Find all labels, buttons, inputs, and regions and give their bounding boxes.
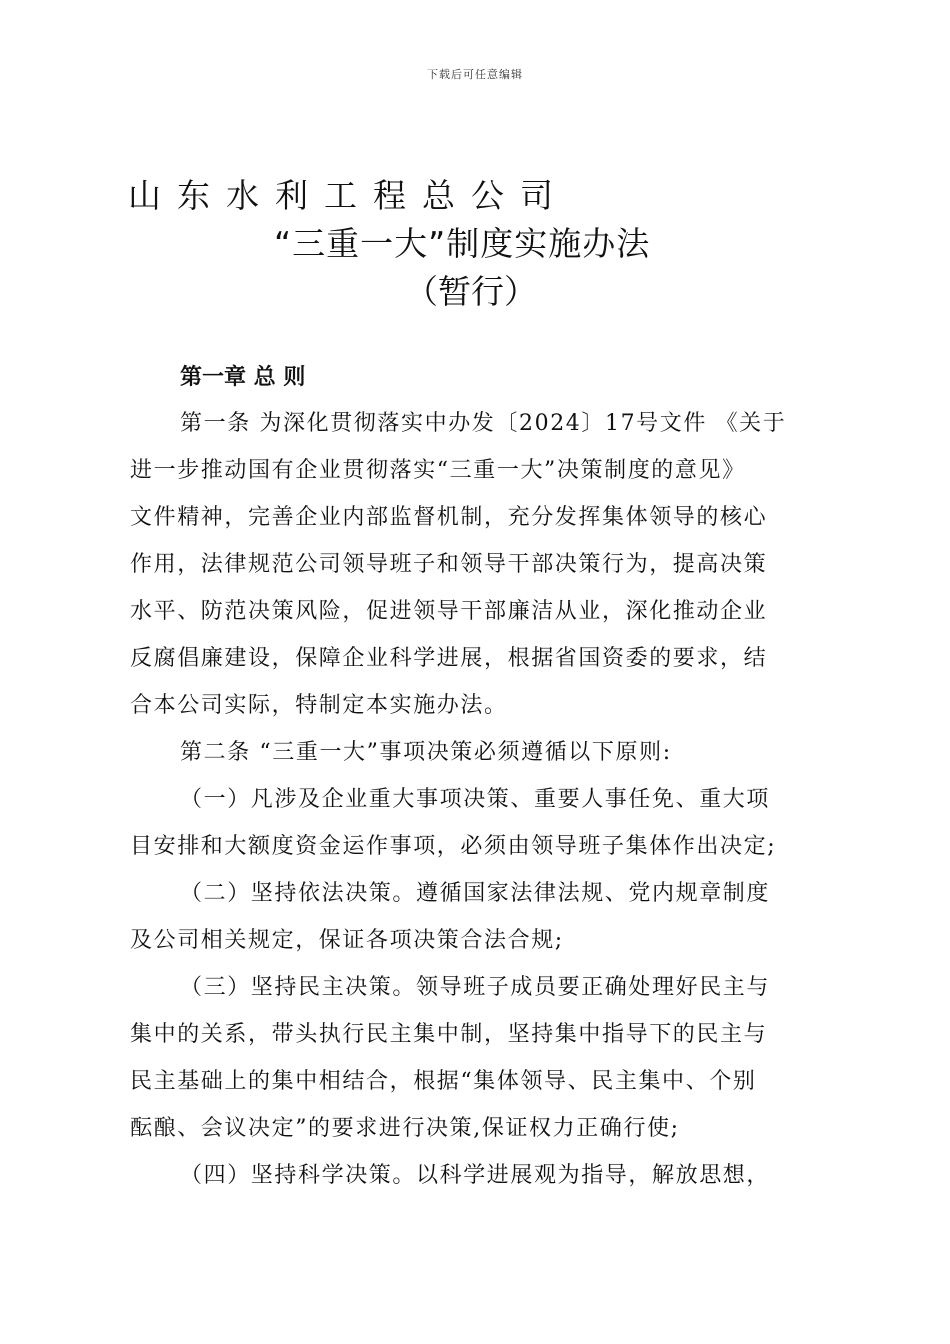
body-line: 目安排和大额度资金运作事项，必须由领导班子集体作出决定; (130, 834, 777, 859)
document-title-line-2: “三重一大”制度实施办法 (274, 224, 651, 263)
body-line: 及公司相关规定，保证各项决策合法合规; (130, 928, 564, 953)
body-line: 反腐倡廉建设，保障企业科学进展，根据省国资委的要求，结 (130, 646, 768, 671)
body-line: 文件精神，完善企业内部监督机制，充分发挥集体领导的核心 (130, 505, 768, 530)
body-line: 合本公司实际，特制定本实施办法。 (130, 693, 508, 718)
body-line: 集中的关系，带头执行民主集中制，坚持集中指导下的民主与 (130, 1022, 768, 1047)
body-line: 进一步推动国有企业贯彻落实“三重一大”决策制度的意见》 (130, 458, 746, 483)
body-line: 酝酿、会议决定”的要求进行决策,保证权力正确行使; (130, 1116, 680, 1141)
body-line: 作用，法律规范公司领导班子和领导干部决策行为，提高决策 (130, 552, 768, 577)
body-line: 第一条 为深化贯彻落实中办发〔2024〕17号文件 《关于 (180, 411, 787, 436)
body-line: （二）坚持依法决策。遵循国家法律法规、党内规章制度 (180, 881, 771, 906)
header-note: 下载后可任意编辑 (427, 68, 523, 81)
body-line: （三）坚持民主决策。领导班子成员要正确处理好民主与 (180, 975, 771, 1000)
body-line: 第二条 “三重一大”事项决策必须遵循以下原则: (180, 740, 672, 765)
document-title-line-3: （暂行） (405, 272, 537, 311)
body-line: （四）坚持科学决策。以科学进展观为指导，解放思想， (180, 1163, 771, 1188)
body-line: （一）凡涉及企业重大事项决策、重要人事任免、重大项 (180, 787, 771, 812)
document-title-line-1: 山东水利工程总公司 (128, 176, 569, 215)
body-line: 水平、防范决策风险，促进领导干部廉洁从业，深化推动企业 (130, 599, 768, 624)
body-line: 民主基础上的集中相结合，根据“集体领导、民主集中、个别 (130, 1069, 757, 1094)
chapter-heading: 第一章 总 则 (180, 365, 306, 390)
